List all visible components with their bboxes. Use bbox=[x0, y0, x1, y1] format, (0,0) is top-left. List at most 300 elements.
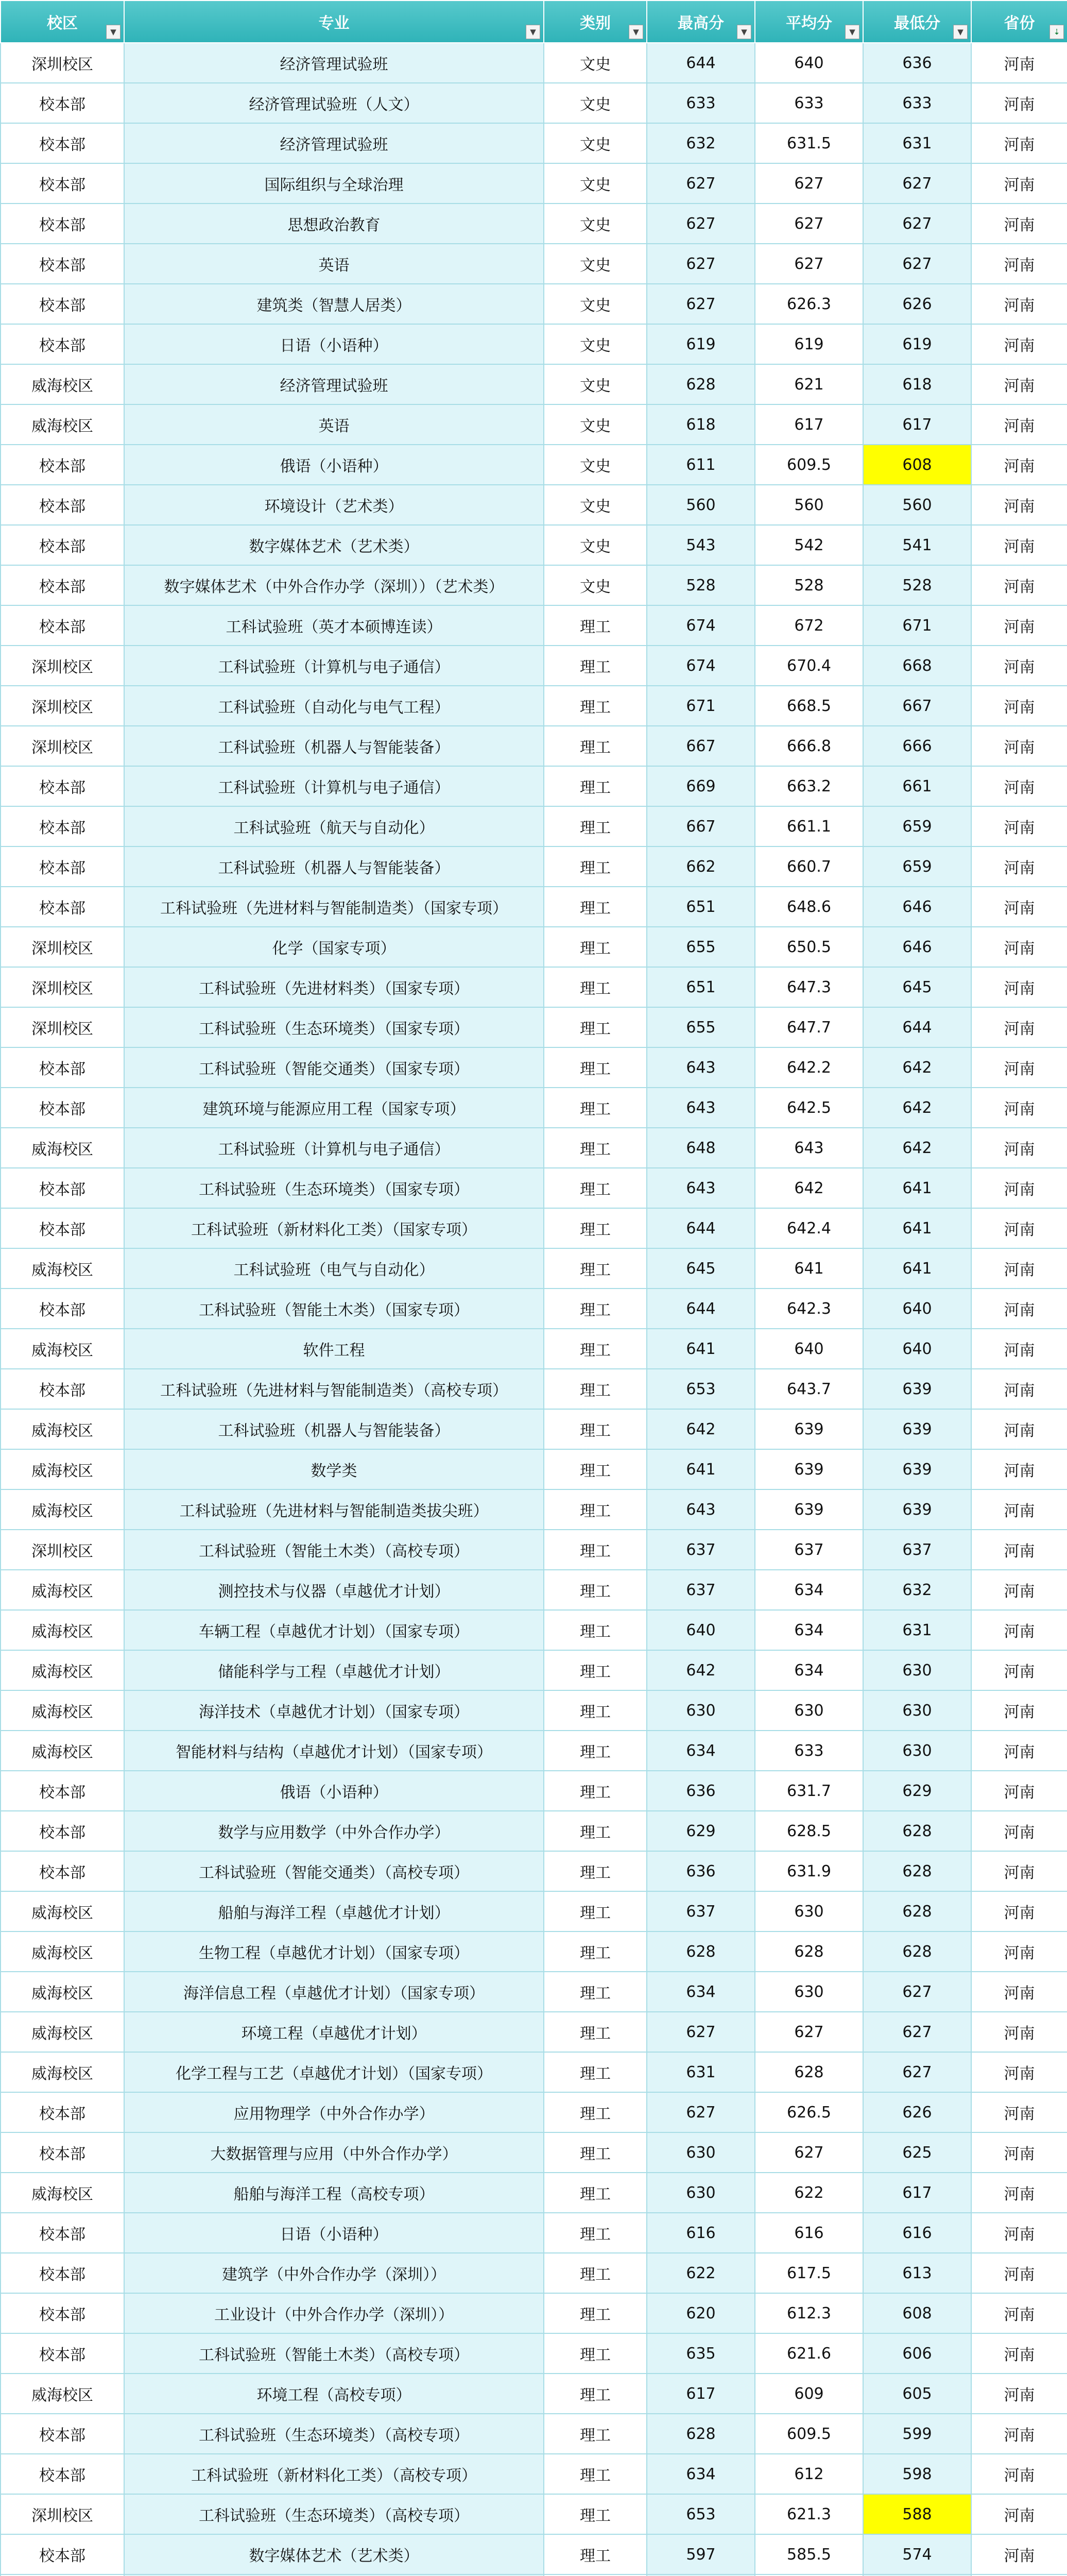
cell-max-score[interactable]: 631 bbox=[647, 2052, 755, 2092]
cell-major[interactable]: 工科试验班（生态环境类）（高校专项） bbox=[124, 2414, 544, 2454]
cell-max-score[interactable]: 637 bbox=[647, 1530, 755, 1570]
cell-category[interactable]: 理工 bbox=[544, 1409, 647, 1449]
cell-category[interactable]: 文史 bbox=[544, 404, 647, 445]
cell-campus[interactable]: 校本部 bbox=[1, 1088, 124, 1128]
cell-max-score[interactable]: 619 bbox=[647, 324, 755, 364]
cell-min-score[interactable]: 645 bbox=[863, 967, 971, 1007]
cell-campus[interactable]: 校本部 bbox=[1, 2253, 124, 2293]
cell-province[interactable]: 河南 bbox=[971, 1329, 1067, 1369]
cell-major[interactable]: 工科试验班（先进材料与智能制造类拔尖班） bbox=[124, 1489, 544, 1530]
cell-min-score[interactable]: 642 bbox=[863, 1128, 971, 1168]
cell-min-score[interactable]: 631 bbox=[863, 1610, 971, 1650]
cell-campus[interactable]: 校本部 bbox=[1, 2333, 124, 2374]
cell-category[interactable]: 理工 bbox=[544, 1449, 647, 1489]
cell-min-score[interactable]: 641 bbox=[863, 1168, 971, 1208]
cell-campus[interactable]: 校本部 bbox=[1, 1047, 124, 1088]
cell-avg-score[interactable]: 666.8 bbox=[755, 726, 863, 766]
cell-min-score[interactable]: 625 bbox=[863, 2132, 971, 2173]
cell-min-score[interactable]: 598 bbox=[863, 2454, 971, 2494]
filter-dropdown-icon[interactable]: ▼ bbox=[845, 25, 859, 39]
cell-max-score[interactable]: 669 bbox=[647, 766, 755, 806]
cell-major[interactable]: 储能科学与工程（卓越优才计划） bbox=[124, 1650, 544, 1690]
cell-max-score[interactable]: 645 bbox=[647, 1248, 755, 1289]
cell-avg-score[interactable]: 648.6 bbox=[755, 887, 863, 927]
column-header-category[interactable] bbox=[544, 1, 647, 43]
cell-max-score[interactable]: 643 bbox=[647, 1047, 755, 1088]
cell-category[interactable]: 理工 bbox=[544, 2534, 647, 2574]
cell-province[interactable]: 河南 bbox=[971, 284, 1067, 324]
cell-major[interactable]: 智能材料与结构（卓越优才计划）（国家专项） bbox=[124, 1731, 544, 1771]
cell-province[interactable]: 河南 bbox=[971, 445, 1067, 485]
cell-major[interactable]: 工科试验班（先进材料类）（国家专项） bbox=[124, 967, 544, 1007]
cell-campus[interactable]: 威海校区 bbox=[1, 1449, 124, 1489]
cell-avg-score[interactable]: 609 bbox=[755, 2374, 863, 2414]
cell-min-score[interactable]: 646 bbox=[863, 887, 971, 927]
cell-province[interactable]: 河南 bbox=[971, 83, 1067, 123]
cell-category[interactable]: 文史 bbox=[544, 123, 647, 163]
cell-max-score[interactable]: 628 bbox=[647, 2414, 755, 2454]
cell-avg-score[interactable]: 622 bbox=[755, 2173, 863, 2213]
cell-major[interactable]: 工科试验班（计算机与电子通信） bbox=[124, 766, 544, 806]
column-header-avg-score[interactable] bbox=[755, 1, 863, 43]
cell-avg-score[interactable]: 634 bbox=[755, 1650, 863, 1690]
cell-min-score[interactable]: 633 bbox=[863, 83, 971, 123]
cell-category[interactable]: 理工 bbox=[544, 1530, 647, 1570]
cell-campus[interactable]: 威海校区 bbox=[1, 1650, 124, 1690]
cell-avg-score[interactable]: 627 bbox=[755, 204, 863, 244]
cell-major[interactable]: 工科试验班（智能土木类）（国家专项） bbox=[124, 1289, 544, 1329]
cell-max-score[interactable]: 528 bbox=[647, 565, 755, 605]
cell-avg-score[interactable]: 637 bbox=[755, 1530, 863, 1570]
cell-max-score[interactable]: 651 bbox=[647, 967, 755, 1007]
cell-max-score[interactable]: 611 bbox=[647, 445, 755, 485]
cell-campus[interactable]: 威海校区 bbox=[1, 1731, 124, 1771]
cell-major[interactable]: 数学与应用数学（中外合作办学） bbox=[124, 1811, 544, 1851]
cell-max-score[interactable]: 655 bbox=[647, 927, 755, 967]
cell-province[interactable]: 河南 bbox=[971, 766, 1067, 806]
cell-campus[interactable]: 威海校区 bbox=[1, 1972, 124, 2012]
cell-campus[interactable]: 威海校区 bbox=[1, 2374, 124, 2414]
cell-min-score[interactable]: 616 bbox=[863, 2213, 971, 2253]
cell-province[interactable]: 河南 bbox=[971, 605, 1067, 646]
cell-major[interactable]: 数学类 bbox=[124, 1449, 544, 1489]
cell-province[interactable]: 河南 bbox=[971, 2414, 1067, 2454]
cell-min-score[interactable]: 629 bbox=[863, 1771, 971, 1811]
cell-max-score[interactable]: 597 bbox=[647, 2534, 755, 2574]
cell-major[interactable]: 工科试验班（新材料化工类）（高校专项） bbox=[124, 2454, 544, 2494]
cell-campus[interactable]: 深圳校区 bbox=[1, 686, 124, 726]
cell-province[interactable]: 河南 bbox=[971, 2454, 1067, 2494]
cell-campus[interactable]: 校本部 bbox=[1, 2534, 124, 2574]
cell-avg-score[interactable]: 627 bbox=[755, 2012, 863, 2052]
cell-avg-score[interactable]: 621.6 bbox=[755, 2333, 863, 2374]
cell-category[interactable]: 理工 bbox=[544, 1248, 647, 1289]
cell-province[interactable]: 河南 bbox=[971, 1931, 1067, 1972]
cell-max-score[interactable]: 627 bbox=[647, 284, 755, 324]
cell-campus[interactable]: 校本部 bbox=[1, 123, 124, 163]
cell-max-score[interactable]: 648 bbox=[647, 1128, 755, 1168]
cell-major[interactable]: 环境工程（高校专项） bbox=[124, 2374, 544, 2414]
cell-category[interactable]: 理工 bbox=[544, 1329, 647, 1369]
cell-campus[interactable]: 深圳校区 bbox=[1, 927, 124, 967]
cell-avg-score[interactable]: 627 bbox=[755, 2132, 863, 2173]
cell-province[interactable]: 河南 bbox=[971, 646, 1067, 686]
cell-max-score[interactable]: 630 bbox=[647, 1690, 755, 1731]
cell-campus[interactable]: 校本部 bbox=[1, 1208, 124, 1248]
cell-category[interactable]: 文史 bbox=[544, 163, 647, 204]
cell-avg-score[interactable]: 630 bbox=[755, 1972, 863, 2012]
cell-major[interactable]: 建筑学（中外合作办学（深圳）） bbox=[124, 2253, 544, 2293]
cell-campus[interactable]: 校本部 bbox=[1, 284, 124, 324]
cell-avg-score[interactable]: 640 bbox=[755, 1329, 863, 1369]
cell-min-score[interactable]: 671 bbox=[863, 605, 971, 646]
cell-major[interactable]: 环境工程（卓越优才计划） bbox=[124, 2012, 544, 2052]
cell-major[interactable]: 化学（国家专项） bbox=[124, 927, 544, 967]
cell-min-score[interactable]: 613 bbox=[863, 2253, 971, 2293]
cell-province[interactable]: 河南 bbox=[971, 967, 1067, 1007]
cell-max-score[interactable]: 620 bbox=[647, 2293, 755, 2333]
cell-max-score[interactable]: 655 bbox=[647, 1007, 755, 1047]
cell-campus[interactable]: 深圳校区 bbox=[1, 43, 124, 83]
cell-category[interactable]: 文史 bbox=[544, 244, 647, 284]
cell-province[interactable]: 河南 bbox=[971, 204, 1067, 244]
cell-category[interactable]: 文史 bbox=[544, 284, 647, 324]
cell-category[interactable]: 理工 bbox=[544, 2052, 647, 2092]
cell-campus[interactable]: 校本部 bbox=[1, 1289, 124, 1329]
cell-campus[interactable]: 校本部 bbox=[1, 2293, 124, 2333]
cell-province[interactable]: 河南 bbox=[971, 1047, 1067, 1088]
cell-province[interactable]: 河南 bbox=[971, 726, 1067, 766]
cell-major[interactable]: 船舶与海洋工程（卓越优才计划） bbox=[124, 1891, 544, 1931]
cell-major[interactable]: 工科试验班（智能土木类）（高校专项） bbox=[124, 2333, 544, 2374]
cell-province[interactable]: 河南 bbox=[971, 404, 1067, 445]
cell-major[interactable]: 建筑类（智慧人居类） bbox=[124, 284, 544, 324]
cell-major[interactable]: 工科试验班（自动化与电气工程） bbox=[124, 686, 544, 726]
cell-max-score[interactable]: 644 bbox=[647, 1289, 755, 1329]
cell-campus[interactable]: 威海校区 bbox=[1, 364, 124, 404]
cell-province[interactable]: 河南 bbox=[971, 1570, 1067, 1610]
cell-category[interactable]: 理工 bbox=[544, 646, 647, 686]
cell-major[interactable]: 工科试验班（机器人与智能装备） bbox=[124, 846, 544, 887]
cell-min-score[interactable]: 560 bbox=[863, 485, 971, 525]
cell-province[interactable]: 河南 bbox=[971, 1168, 1067, 1208]
cell-avg-score[interactable]: 642.4 bbox=[755, 1208, 863, 1248]
cell-max-score[interactable]: 627 bbox=[647, 2012, 755, 2052]
cell-campus[interactable]: 校本部 bbox=[1, 204, 124, 244]
cell-province[interactable]: 河南 bbox=[971, 1530, 1067, 1570]
cell-avg-score[interactable]: 661.1 bbox=[755, 806, 863, 846]
cell-min-score[interactable]: 617 bbox=[863, 2173, 971, 2213]
cell-province[interactable]: 河南 bbox=[971, 1811, 1067, 1851]
cell-campus[interactable]: 威海校区 bbox=[1, 1248, 124, 1289]
cell-campus[interactable]: 威海校区 bbox=[1, 2052, 124, 2092]
cell-max-score[interactable]: 634 bbox=[647, 2454, 755, 2494]
cell-min-score[interactable]: 628 bbox=[863, 1931, 971, 1972]
cell-category[interactable]: 理工 bbox=[544, 2293, 647, 2333]
cell-campus[interactable]: 威海校区 bbox=[1, 1489, 124, 1530]
cell-province[interactable]: 河南 bbox=[971, 806, 1067, 846]
cell-province[interactable]: 河南 bbox=[971, 485, 1067, 525]
cell-campus[interactable]: 校本部 bbox=[1, 887, 124, 927]
cell-major[interactable]: 环境设计（艺术类） bbox=[124, 485, 544, 525]
cell-major[interactable]: 工科试验班（先进材料与智能制造类）（国家专项） bbox=[124, 887, 544, 927]
cell-max-score[interactable]: 653 bbox=[647, 2494, 755, 2534]
cell-campus[interactable]: 校本部 bbox=[1, 525, 124, 565]
cell-major[interactable]: 工科试验班（智能交通类）（高校专项） bbox=[124, 1851, 544, 1891]
cell-province[interactable]: 河南 bbox=[971, 123, 1067, 163]
cell-major[interactable]: 海洋技术（卓越优才计划）（国家专项） bbox=[124, 1690, 544, 1731]
cell-major[interactable]: 车辆工程（卓越优才计划）（国家专项） bbox=[124, 1610, 544, 1650]
cell-max-score[interactable]: 642 bbox=[647, 1650, 755, 1690]
cell-avg-score[interactable]: 609.5 bbox=[755, 445, 863, 485]
cell-province[interactable]: 河南 bbox=[971, 686, 1067, 726]
cell-province[interactable]: 河南 bbox=[971, 2494, 1067, 2534]
cell-province[interactable]: 河南 bbox=[971, 1771, 1067, 1811]
cell-avg-score[interactable]: 660.7 bbox=[755, 846, 863, 887]
cell-province[interactable]: 河南 bbox=[971, 43, 1067, 83]
cell-province[interactable]: 河南 bbox=[971, 1972, 1067, 2012]
cell-major[interactable]: 工科试验班（新材料化工类）（国家专项） bbox=[124, 1208, 544, 1248]
cell-avg-score[interactable]: 612 bbox=[755, 2454, 863, 2494]
cell-category[interactable]: 理工 bbox=[544, 2253, 647, 2293]
cell-min-score[interactable]: 627 bbox=[863, 1972, 971, 2012]
cell-min-score[interactable]: 639 bbox=[863, 1449, 971, 1489]
cell-major[interactable]: 英语 bbox=[124, 244, 544, 284]
cell-province[interactable]: 河南 bbox=[971, 2253, 1067, 2293]
cell-category[interactable]: 理工 bbox=[544, 1891, 647, 1931]
column-header-province[interactable] bbox=[971, 1, 1067, 43]
cell-category[interactable]: 理工 bbox=[544, 1168, 647, 1208]
cell-province[interactable]: 河南 bbox=[971, 2213, 1067, 2253]
cell-province[interactable]: 河南 bbox=[971, 1891, 1067, 1931]
cell-category[interactable]: 理工 bbox=[544, 2012, 647, 2052]
cell-max-score[interactable]: 560 bbox=[647, 485, 755, 525]
cell-min-score[interactable]: 617 bbox=[863, 404, 971, 445]
cell-max-score[interactable]: 616 bbox=[647, 2213, 755, 2253]
cell-min-score[interactable]: 666 bbox=[863, 726, 971, 766]
cell-max-score[interactable]: 671 bbox=[647, 686, 755, 726]
cell-max-score[interactable]: 630 bbox=[647, 2173, 755, 2213]
cell-min-score[interactable]: 639 bbox=[863, 1409, 971, 1449]
cell-category[interactable]: 理工 bbox=[544, 1128, 647, 1168]
cell-major[interactable]: 俄语（小语种） bbox=[124, 1771, 544, 1811]
cell-campus[interactable]: 校本部 bbox=[1, 2414, 124, 2454]
cell-avg-score[interactable]: 560 bbox=[755, 485, 863, 525]
cell-max-score[interactable]: 667 bbox=[647, 726, 755, 766]
cell-campus[interactable]: 深圳校区 bbox=[1, 967, 124, 1007]
cell-campus[interactable]: 校本部 bbox=[1, 485, 124, 525]
cell-max-score[interactable]: 627 bbox=[647, 2092, 755, 2132]
column-header-min-score[interactable] bbox=[863, 1, 971, 43]
cell-category[interactable]: 理工 bbox=[544, 846, 647, 887]
cell-category[interactable]: 理工 bbox=[544, 686, 647, 726]
cell-avg-score[interactable]: 631.7 bbox=[755, 1771, 863, 1811]
cell-major[interactable]: 经济管理试验班 bbox=[124, 43, 544, 83]
cell-province[interactable]: 河南 bbox=[971, 1208, 1067, 1248]
cell-category[interactable]: 理工 bbox=[544, 726, 647, 766]
cell-province[interactable]: 河南 bbox=[971, 2534, 1067, 2574]
cell-avg-score[interactable]: 647.3 bbox=[755, 967, 863, 1007]
cell-category[interactable]: 理工 bbox=[544, 1610, 647, 1650]
cell-campus[interactable]: 威海校区 bbox=[1, 2173, 124, 2213]
cell-min-score[interactable]: 606 bbox=[863, 2333, 971, 2374]
cell-province[interactable]: 河南 bbox=[971, 887, 1067, 927]
cell-max-score[interactable]: 622 bbox=[647, 2253, 755, 2293]
filter-dropdown-icon[interactable]: ▼ bbox=[737, 25, 751, 39]
cell-province[interactable]: 河南 bbox=[971, 2012, 1067, 2052]
cell-avg-score[interactable]: 628.5 bbox=[755, 1811, 863, 1851]
cell-province[interactable]: 河南 bbox=[971, 846, 1067, 887]
cell-max-score[interactable]: 618 bbox=[647, 404, 755, 445]
cell-avg-score[interactable]: 668.5 bbox=[755, 686, 863, 726]
cell-campus[interactable]: 威海校区 bbox=[1, 1409, 124, 1449]
cell-avg-score[interactable]: 642.3 bbox=[755, 1289, 863, 1329]
cell-major[interactable]: 国际组织与全球治理 bbox=[124, 163, 544, 204]
cell-avg-score[interactable]: 670.4 bbox=[755, 646, 863, 686]
cell-campus[interactable]: 校本部 bbox=[1, 244, 124, 284]
cell-min-score[interactable]: 628 bbox=[863, 1891, 971, 1931]
cell-avg-score[interactable]: 626.5 bbox=[755, 2092, 863, 2132]
cell-province[interactable]: 河南 bbox=[971, 2333, 1067, 2374]
cell-major[interactable]: 海洋信息工程（卓越优才计划）（国家专项） bbox=[124, 1972, 544, 2012]
cell-avg-score[interactable]: 642.5 bbox=[755, 1088, 863, 1128]
cell-avg-score[interactable]: 612.3 bbox=[755, 2293, 863, 2333]
cell-province[interactable]: 河南 bbox=[971, 2092, 1067, 2132]
cell-max-score[interactable]: 630 bbox=[647, 2132, 755, 2173]
cell-major[interactable]: 建筑环境与能源应用工程（国家专项） bbox=[124, 1088, 544, 1128]
cell-min-score[interactable]: 641 bbox=[863, 1208, 971, 1248]
cell-campus[interactable]: 威海校区 bbox=[1, 1931, 124, 1972]
cell-max-score[interactable]: 641 bbox=[647, 1449, 755, 1489]
cell-avg-score[interactable]: 621.3 bbox=[755, 2494, 863, 2534]
cell-avg-score[interactable]: 626.3 bbox=[755, 284, 863, 324]
cell-major[interactable]: 英语 bbox=[124, 404, 544, 445]
column-header-max-score[interactable] bbox=[647, 1, 755, 43]
cell-campus[interactable]: 校本部 bbox=[1, 2092, 124, 2132]
cell-campus[interactable]: 威海校区 bbox=[1, 1329, 124, 1369]
cell-province[interactable]: 河南 bbox=[971, 1088, 1067, 1128]
cell-avg-score[interactable]: 650.5 bbox=[755, 927, 863, 967]
cell-max-score[interactable]: 632 bbox=[647, 123, 755, 163]
cell-min-score[interactable]: 644 bbox=[863, 1007, 971, 1047]
cell-min-score[interactable]: 646 bbox=[863, 927, 971, 967]
cell-province[interactable]: 河南 bbox=[971, 2173, 1067, 2213]
cell-major[interactable]: 生物工程（卓越优才计划）（国家专项） bbox=[124, 1931, 544, 1972]
cell-major[interactable]: 大数据管理与应用（中外合作办学） bbox=[124, 2132, 544, 2173]
cell-major[interactable]: 应用物理学（中外合作办学） bbox=[124, 2092, 544, 2132]
cell-major[interactable]: 经济管理试验班（人文） bbox=[124, 83, 544, 123]
cell-major[interactable]: 数字媒体艺术（中外合作办学（深圳））（艺术类） bbox=[124, 565, 544, 605]
cell-min-score[interactable]: 630 bbox=[863, 1650, 971, 1690]
cell-category[interactable]: 文史 bbox=[544, 485, 647, 525]
cell-max-score[interactable]: 643 bbox=[647, 1489, 755, 1530]
cell-max-score[interactable]: 640 bbox=[647, 1610, 755, 1650]
cell-province[interactable]: 河南 bbox=[971, 1449, 1067, 1489]
cell-avg-score[interactable]: 627 bbox=[755, 163, 863, 204]
cell-max-score[interactable]: 644 bbox=[647, 43, 755, 83]
cell-campus[interactable]: 校本部 bbox=[1, 2454, 124, 2494]
cell-min-score[interactable]: 642 bbox=[863, 1047, 971, 1088]
cell-category[interactable]: 理工 bbox=[544, 1731, 647, 1771]
cell-province[interactable]: 河南 bbox=[971, 364, 1067, 404]
cell-avg-score[interactable]: 672 bbox=[755, 605, 863, 646]
cell-major[interactable]: 工科试验班（生态环境类）（国家专项） bbox=[124, 1007, 544, 1047]
cell-campus[interactable]: 校本部 bbox=[1, 766, 124, 806]
cell-max-score[interactable]: 617 bbox=[647, 2374, 755, 2414]
cell-min-score[interactable]: 626 bbox=[863, 2092, 971, 2132]
cell-max-score[interactable]: 543 bbox=[647, 525, 755, 565]
cell-category[interactable]: 理工 bbox=[544, 1972, 647, 2012]
cell-min-score[interactable]: 627 bbox=[863, 244, 971, 284]
cell-min-score[interactable]: 627 bbox=[863, 163, 971, 204]
cell-category[interactable]: 文史 bbox=[544, 43, 647, 83]
cell-avg-score[interactable]: 634 bbox=[755, 1570, 863, 1610]
cell-min-score[interactable]: 608 bbox=[863, 445, 971, 485]
cell-major[interactable]: 数字媒体艺术（艺术类） bbox=[124, 525, 544, 565]
cell-major[interactable]: 软件工程 bbox=[124, 1329, 544, 1369]
cell-campus[interactable]: 校本部 bbox=[1, 605, 124, 646]
cell-max-score[interactable]: 637 bbox=[647, 1891, 755, 1931]
cell-avg-score[interactable]: 663.2 bbox=[755, 766, 863, 806]
cell-max-score[interactable]: 634 bbox=[647, 1972, 755, 2012]
cell-campus[interactable]: 校本部 bbox=[1, 1851, 124, 1891]
cell-max-score[interactable]: 637 bbox=[647, 1570, 755, 1610]
cell-major[interactable]: 化学工程与工艺（卓越优才计划）（国家专项） bbox=[124, 2052, 544, 2092]
cell-province[interactable]: 河南 bbox=[971, 1489, 1067, 1530]
cell-category[interactable]: 理工 bbox=[544, 887, 647, 927]
cell-avg-score[interactable]: 639 bbox=[755, 1409, 863, 1449]
cell-campus[interactable]: 校本部 bbox=[1, 1369, 124, 1409]
cell-major[interactable]: 工科试验班（智能土木类）（高校专项） bbox=[124, 1530, 544, 1570]
cell-avg-score[interactable]: 642 bbox=[755, 1168, 863, 1208]
cell-campus[interactable]: 校本部 bbox=[1, 163, 124, 204]
cell-province[interactable]: 河南 bbox=[971, 163, 1067, 204]
sorted-filter-icon[interactable]: ⇣ bbox=[1049, 25, 1064, 39]
cell-max-score[interactable]: 643 bbox=[647, 1088, 755, 1128]
cell-major[interactable]: 船舶与海洋工程（高校专项） bbox=[124, 2173, 544, 2213]
cell-min-score[interactable]: 631 bbox=[863, 123, 971, 163]
cell-category[interactable]: 理工 bbox=[544, 1851, 647, 1891]
cell-min-score[interactable]: 659 bbox=[863, 806, 971, 846]
cell-campus[interactable]: 校本部 bbox=[1, 2213, 124, 2253]
cell-category[interactable]: 理工 bbox=[544, 2173, 647, 2213]
cell-campus[interactable]: 威海校区 bbox=[1, 1570, 124, 1610]
filter-dropdown-icon[interactable]: ▼ bbox=[629, 25, 643, 39]
cell-campus[interactable]: 威海校区 bbox=[1, 1610, 124, 1650]
cell-min-score[interactable]: 661 bbox=[863, 766, 971, 806]
cell-category[interactable]: 文史 bbox=[544, 565, 647, 605]
filter-dropdown-icon[interactable]: ▼ bbox=[953, 25, 968, 39]
column-header-campus[interactable] bbox=[1, 1, 124, 43]
cell-major[interactable]: 工科试验班（英才本硕博连读） bbox=[124, 605, 544, 646]
cell-avg-score[interactable]: 627 bbox=[755, 244, 863, 284]
cell-max-score[interactable]: 628 bbox=[647, 364, 755, 404]
cell-avg-score[interactable]: 647.7 bbox=[755, 1007, 863, 1047]
cell-min-score[interactable]: 630 bbox=[863, 1690, 971, 1731]
cell-major[interactable]: 俄语（小语种） bbox=[124, 445, 544, 485]
cell-max-score[interactable]: 636 bbox=[647, 1851, 755, 1891]
cell-campus[interactable]: 校本部 bbox=[1, 565, 124, 605]
cell-major[interactable]: 思想政治教育 bbox=[124, 204, 544, 244]
cell-category[interactable]: 理工 bbox=[544, 2333, 647, 2374]
cell-category[interactable]: 文史 bbox=[544, 83, 647, 123]
cell-province[interactable]: 河南 bbox=[971, 2052, 1067, 2092]
cell-province[interactable]: 河南 bbox=[971, 1289, 1067, 1329]
cell-category[interactable]: 理工 bbox=[544, 2132, 647, 2173]
cell-avg-score[interactable]: 634 bbox=[755, 1610, 863, 1650]
cell-max-score[interactable]: 627 bbox=[647, 204, 755, 244]
cell-category[interactable]: 文史 bbox=[544, 364, 647, 404]
